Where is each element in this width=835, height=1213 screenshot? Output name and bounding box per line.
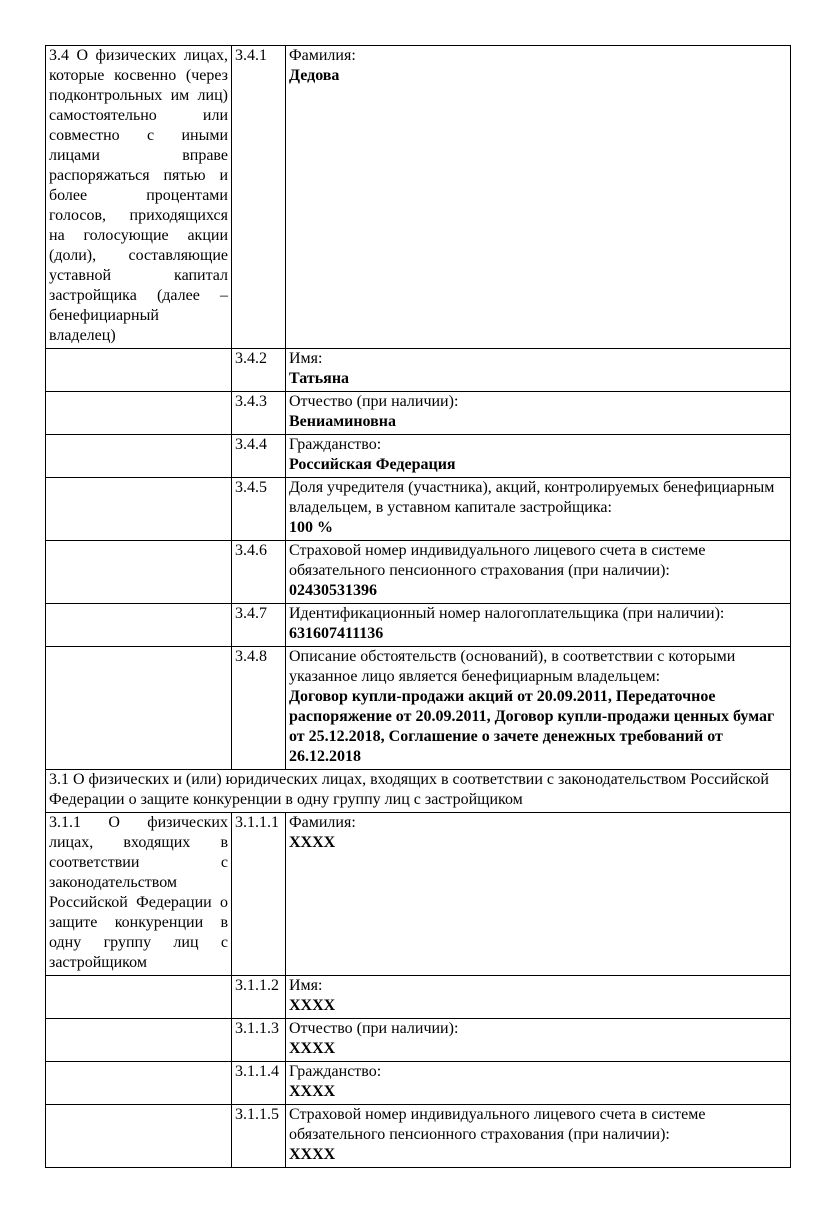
empty-left-cell xyxy=(46,976,232,1019)
table-row xyxy=(46,1105,791,1168)
field-label: Идентификационный номер налогоплательщика (при наличии): xyxy=(289,605,725,622)
row-number: 3.4.2 xyxy=(232,349,286,392)
section-intro-row xyxy=(46,770,791,813)
section-description-cell: 3.1.1 О физических лицах, входящих в соответствии с законодательством Российской Федерации о защите конкуренции в одну группу лиц с застройщиком xyxy=(46,813,232,976)
table-row xyxy=(46,813,791,976)
table-row xyxy=(46,478,791,541)
row-content-cell xyxy=(286,813,791,976)
table-row xyxy=(46,1019,791,1062)
empty-left-cell xyxy=(46,604,232,647)
section-intro-text: 3.1 О физических и (или) юридических лицах, входящих в соответствии с законодательством Российской Федерации о защите конкуренции в одну группу лиц с застройщиком xyxy=(46,770,791,813)
field-value: ХХХХ xyxy=(289,1083,336,1100)
empty-left-cell xyxy=(46,392,232,435)
field-value: Вениаминовна xyxy=(289,413,397,430)
field-label: Фамилия: xyxy=(289,47,356,64)
row-number: 3.4.8 xyxy=(232,647,286,770)
row-number: 3.4.3 xyxy=(232,392,286,435)
row-number: 3.1.1.4 xyxy=(232,1062,286,1105)
row-content-cell xyxy=(286,435,791,478)
field-label: Фамилия: xyxy=(289,814,356,831)
row-number: 3.1.1.1 xyxy=(232,813,286,976)
row-content-cell xyxy=(286,46,791,349)
field-label: Гражданство: xyxy=(289,436,382,453)
row-number: 3.1.1.3 xyxy=(232,1019,286,1062)
field-value: ХХХХ xyxy=(289,1040,336,1057)
declaration-table xyxy=(45,45,791,1168)
row-content-cell xyxy=(286,1105,791,1168)
table-row xyxy=(46,392,791,435)
empty-left-cell xyxy=(46,435,232,478)
field-label: Отчество (при наличии): xyxy=(289,393,459,410)
row-number: 3.4.5 xyxy=(232,478,286,541)
field-label: Отчество (при наличии): xyxy=(289,1020,459,1037)
field-value: Татьяна xyxy=(289,370,350,387)
table-row xyxy=(46,1062,791,1105)
field-value: Дедова xyxy=(289,67,340,84)
field-value: 631607411136 xyxy=(289,625,384,642)
field-label: Страховой номер индивидуального лицевого счета в системе обязательного пенсионного страхования (при наличии): xyxy=(289,542,706,579)
declaration-table-body xyxy=(46,46,791,1168)
table-row xyxy=(46,976,791,1019)
row-content-cell xyxy=(286,478,791,541)
row-content-cell xyxy=(286,392,791,435)
field-value: 100 % xyxy=(289,519,333,536)
table-row xyxy=(46,46,791,349)
row-number: 3.4.1 xyxy=(232,46,286,349)
field-label: Имя: xyxy=(289,977,323,994)
table-row xyxy=(46,647,791,770)
field-label: Описание обстоятельств (оснований), в соответствии с которыми указанное лицо является бенефициарным владельцем: xyxy=(289,648,736,685)
table-row xyxy=(46,435,791,478)
row-content-cell xyxy=(286,541,791,604)
empty-left-cell xyxy=(46,478,232,541)
table-row xyxy=(46,541,791,604)
field-value: Российская Федерация xyxy=(289,456,456,473)
row-content-cell xyxy=(286,1062,791,1105)
empty-left-cell xyxy=(46,1062,232,1105)
empty-left-cell xyxy=(46,1019,232,1062)
field-value: ХХХХ xyxy=(289,1146,336,1163)
field-label: Имя: xyxy=(289,350,323,367)
field-value: ХХХХ xyxy=(289,997,336,1014)
row-content-cell xyxy=(286,349,791,392)
table-row xyxy=(46,349,791,392)
row-content-cell xyxy=(286,976,791,1019)
empty-left-cell xyxy=(46,541,232,604)
row-content-cell xyxy=(286,1019,791,1062)
row-content-cell xyxy=(286,647,791,770)
field-label: Гражданство: xyxy=(289,1063,382,1080)
field-label: Доля учредителя (участника), акций, контролируемых бенефициарным владельцем, в уставном капитале застройщика: xyxy=(289,479,775,516)
row-number: 3.4.6 xyxy=(232,541,286,604)
field-value: ХХХХ xyxy=(289,834,336,851)
row-number: 3.4.7 xyxy=(232,604,286,647)
field-value: 02430531396 xyxy=(289,582,377,599)
row-content-cell xyxy=(286,604,791,647)
empty-left-cell xyxy=(46,349,232,392)
field-value: Договор купли-продажи акций от 20.09.2011, Передаточное распоряжение от 20.09.2011, Договор купли-продажи ценных бумаг от 25.12.2018, Соглашение о зачете денежных требований от 26.12.2018 xyxy=(289,688,775,765)
empty-left-cell xyxy=(46,1105,232,1168)
row-number: 3.1.1.2 xyxy=(232,976,286,1019)
section-description-cell: 3.4 О физических лицах, которые косвенно (через подконтрольных им лиц) самостоятельно или совместно с иными лицами вправе распоряжаться пятью и более процентами голосов, приходящихся на голосующие акции (доли), составляющие уставной капитал застройщика (далее – бенефициарный владелец) xyxy=(46,46,232,349)
row-number: 3.4.4 xyxy=(232,435,286,478)
field-label: Страховой номер индивидуального лицевого счета в системе обязательного пенсионного страхования (при наличии): xyxy=(289,1106,706,1143)
row-number: 3.1.1.5 xyxy=(232,1105,286,1168)
table-row xyxy=(46,604,791,647)
empty-left-cell xyxy=(46,647,232,770)
